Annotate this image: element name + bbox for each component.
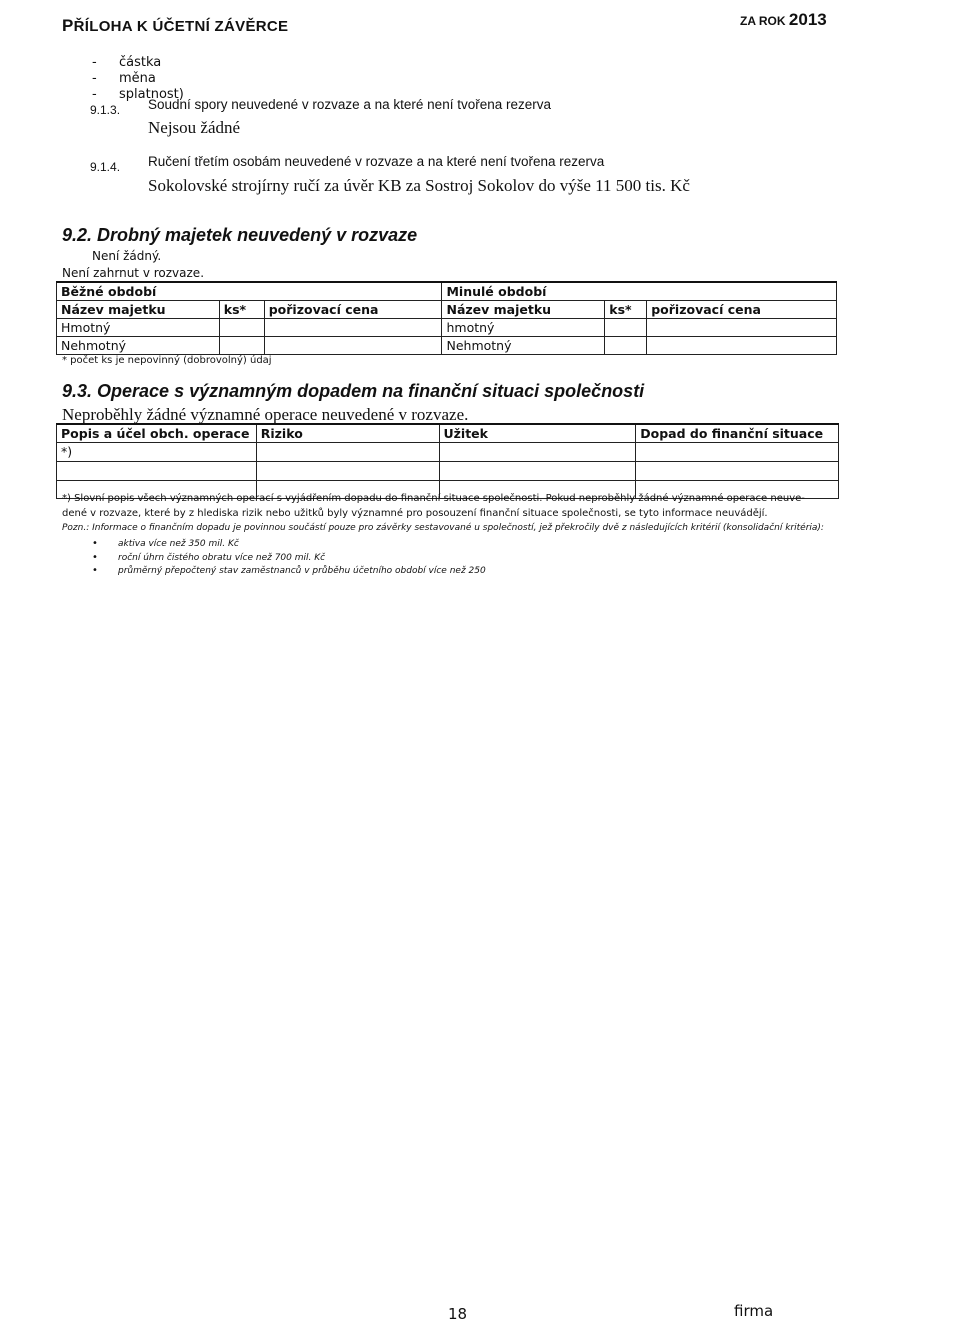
table-footnote: * počet ks je nepovinný (dobrovolný) údaj [62,355,272,366]
column-header-cost: pořizovací cena [647,301,837,319]
report-year: ZA ROK 2013 [740,10,827,29]
bullet-icon: • [92,565,98,576]
column-header-name: Název majetku [442,301,605,319]
table-cell: Hmotný [57,319,220,337]
footer-company-label: firma [734,1302,774,1320]
section-heading: 9.2. Drobný majetek neuvedený v rozvaze [62,225,418,245]
table-row [57,319,837,337]
small-assets-table [56,281,837,355]
page-number: 18 [448,1305,468,1323]
column-header-ks: ks* [219,301,264,319]
note-pozn: Pozn.: Informace o finančním dopadu je povinnou součástí pouze pro závěrky sestavované u společností, jež překročily dvě z následujících kritérií (konsolidační kritéria): [62,523,824,533]
table-note: *) Slovní popis všech významných operací s vyjádřením dopadu do finanční situace společnosti. Pokud neproběhly žádné významné operace neuve- [62,493,805,504]
list-item: - měna [92,71,156,86]
section-number: 9.1.4. [90,160,121,174]
section-text: Není zahrnut v rozvaze. [62,266,205,280]
list-item: - částka [92,55,162,70]
column-header-risk: Riziko [256,424,439,443]
section-title: Soudní spory neuvedené v rozvaze a na které není tvořena rezerva [148,97,551,112]
table-row [57,337,837,355]
table-cell: hmotný [442,319,605,337]
section-title: Ručení třetím osobám neuvedené v rozvaze a na které není tvořena rezerva [148,154,605,169]
current-period-header: Běžné období [57,282,442,301]
previous-period-header: Minulé období [442,282,837,301]
table-cell: Nehmotný [57,337,220,355]
list-item: • aktiva více než 350 mil. Kč [92,538,239,549]
column-header-ks: ks* [605,301,647,319]
document-title: PŘÍLOHA K ÚČETNÍ ZÁVĚRCE [62,16,289,35]
list-item: - splatnost) [92,87,184,102]
section-body: Neproběhly žádné významné operace neuvedené v rozvaze. [62,405,469,424]
column-header-benefit: Užitek [439,424,636,443]
column-header-name: Název majetku [57,301,220,319]
list-item: • roční úhrn čistého obratu více než 700 mil. Kč [92,552,326,563]
bullet-icon: • [92,552,98,563]
section-body: Nejsou žádné [148,118,241,137]
operations-table [56,423,839,499]
section-body: Sokolovské strojírny ručí za úvěr KB za Sostroj Sokolov do výše 11 500 tis. Kč [148,176,690,195]
table-cell: Nehmotný [442,337,605,355]
section-text: Není žádný. [92,249,162,263]
table-note: dené v rozvaze, které by z hlediska rizik nebo užitků byly významné pro posouzení finanční situace společnosti, se tyto informace neuvádějí. [62,508,768,519]
column-header-cost: pořizovací cena [264,301,442,319]
list-item: • průměrný přepočtený stav zaměstnanců v průběhu účetního období více než 250 [92,565,486,576]
table-row [57,443,839,462]
column-header-impact: Dopad do finanční situace [636,424,839,443]
bullet-icon: • [92,538,98,549]
table-cell: *) [57,443,257,462]
table-row [57,462,839,481]
section-heading: 9.3. Operace s významným dopadem na finanční situaci společnosti [62,381,645,401]
column-header-description: Popis a účel obch. operace [57,424,257,443]
section-number: 9.1.3. [90,103,121,117]
